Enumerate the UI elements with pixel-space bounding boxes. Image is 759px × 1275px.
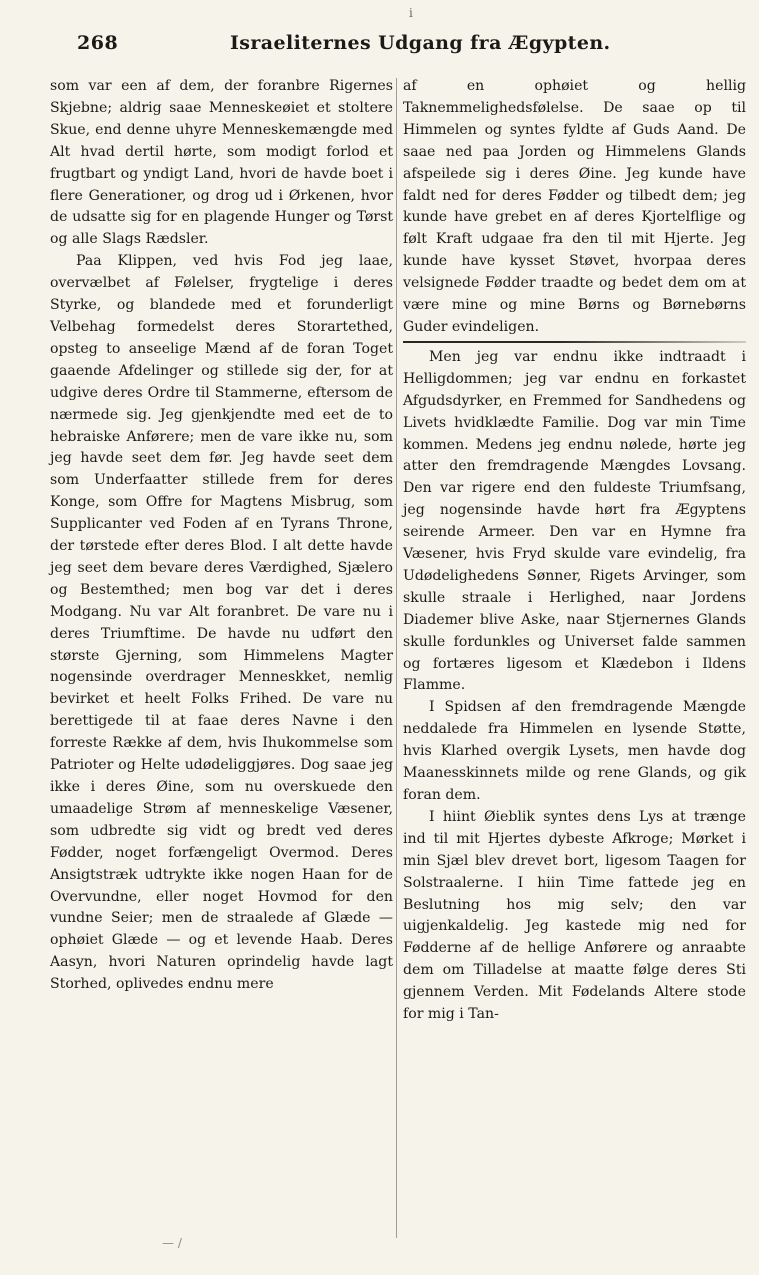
- paragraph: Paa Klippen, ved hvis Fod jeg laae, overvælbet af Følelser, frygtelige i deres Styrke, og blandede med et forunderligt Velbehag formedelst deres Storartethed, opsteg to anseelige Mænd af de foran Toget gaaende Afdelinger og stillede sig der, for at udgive deres Ordre til Stammerne, eftersom de nærmede sig. Jeg gjenkjendte med eet de to hebraiske Anførere; men de vare ikke nu, som jeg havde seet dem før. Jeg havde seet dem som Underfaatter stillede frem for deres Konge, som Offre for Magtens Misbrug, som Supplicanter ved Foden af en Tyrans Throne, der tørstede efter deres Blod. I alt dette havde jeg seet dem bevare deres Værdighed, Sjælero og Bestemthed; men bog var det i deres Modgang. Nu var Alt foranbret. De vare nu i deres Triumftime. De havde nu udført den største Gjerning, som Himmelens Magter nogensinde overdrager Menneskket, nemlig bevirket et heelt Folks Frihed. De vare nu berettigede til at faae deres Navne i den forreste Række af dem, hvis Ihukommelse som Patrioter og Helte udødeliggjøres. Dog saae jeg ikke i deres Øine, som nu overskuede den umaadelige Strøm af menneskelige Væsener, som udbredte sig vidt og bredt ved deres Fødder, noget forfængeligt Overmod. Deres Ansigtstræk udtrykte ikke nogen Haan for de Overvundne, eller noget Hovmod for den vundne Seier; men de straalede af Glæde — ophøiet Glæde — og et levende Haab. Deres Aasyn, hvori Naturen oprindelig havde lagt Storhed, oplivedes endnu mere: [50, 253, 393, 993]
- margin-mark-bottom: — /: [162, 1236, 182, 1250]
- left-column: [50, 76, 393, 996]
- margin-mark-top: i: [409, 6, 413, 20]
- column-divider: [396, 78, 397, 1238]
- running-title: Israeliternes Udgang fra Ægypten.: [230, 32, 611, 54]
- paragraph: I hiint Øieblik syntes dens Lys at trænge ind til mit Hjertes dybeste Afkroge; Mørket i min Sjæl blev drevet bort, ligesom Taagen for Solstraalerne. I hiin Time fattede jeg en Beslutning hos mig selv; den var uigjenkaldelig. Jeg kastede mig ned for Fødderne af de hellige Anførere og anraabte dem om Tilladelse at maatte følge deres Sti gjennem Verden. Mit Fødelands Altere stode for mig i Tan-: [403, 808, 746, 1023]
- paragraph: som var een af dem, der foranbre Rigernes Skjebne; aldrig saae Menneskeøiet et stoltere Skue, end denne uhyre Menneskemængde med Alt hvad dertil hørte, som modigt forlod et frugtbart og yndigt Land, hvori de havde boet i flere Generationer, og drog ud i Ørkenen, hvor de udsatte sig for en plagende Hunger og Tørst og alle Slags Rædsler.: [50, 78, 393, 248]
- paragraph: Men jeg var endnu ikke indtraadt i Helligdommen; jeg var endnu en forkastet Afgudsdyrker, en Fremmed for Sandhedens og Livets hvidklædte Familie. Dog var min Time kommen. Medens jeg endnu nølede, hørte jeg atter den fremdragende Mængdes Lovsang. Den var rigere end den fuldeste Triumfsang, jeg nogensinde havde hørt fra Ægyptens seirende Armeer. Den var en Hymne fra Væsener, hvis Fryd skulde vare evindelig, fra Udødelighedens Sønner, Rigets Arvinger, som skulle straale i Herlighed, naar Jordens Diademer blive Aske, naar Stjernernes Glands skulle fordunkles og Universet falde sammen og fortæres ligesom et Klædebon i Ildens Flamme.: [403, 348, 746, 694]
- page-header: [55, 26, 714, 70]
- section-rule: [403, 341, 746, 343]
- page-number: 268: [77, 32, 119, 54]
- paragraph: af en ophøiet og hellig Taknemmelighedsfølelse. De saae op til Himmelen og syntes fyldte af Guds Aand. De saae ned paa Jorden og Himmelens Glands afspeilede sig i deres Øine. Jeg kunde have faldt ned for deres Fødder og tilbedt dem; jeg kunde have grebet en af deres Kjortelflige og følt Kraft udgaae fra den til mit Hjerte. Jeg kunde have kysset Støvet, hvorpaa deres velsignede Fødder traadte og bedet dem om at være mine og mine Børns og Børnebørns Guder evindeligen.: [403, 78, 746, 335]
- right-column: [403, 76, 746, 1026]
- paragraph: I Spidsen af den fremdragende Mængde neddalede fra Himmelen en lysende Støtte, hvis Klarhed overgik Lysets, men havde dog Maanesskinnets milde og rene Glands, og gik foran dem.: [403, 699, 746, 803]
